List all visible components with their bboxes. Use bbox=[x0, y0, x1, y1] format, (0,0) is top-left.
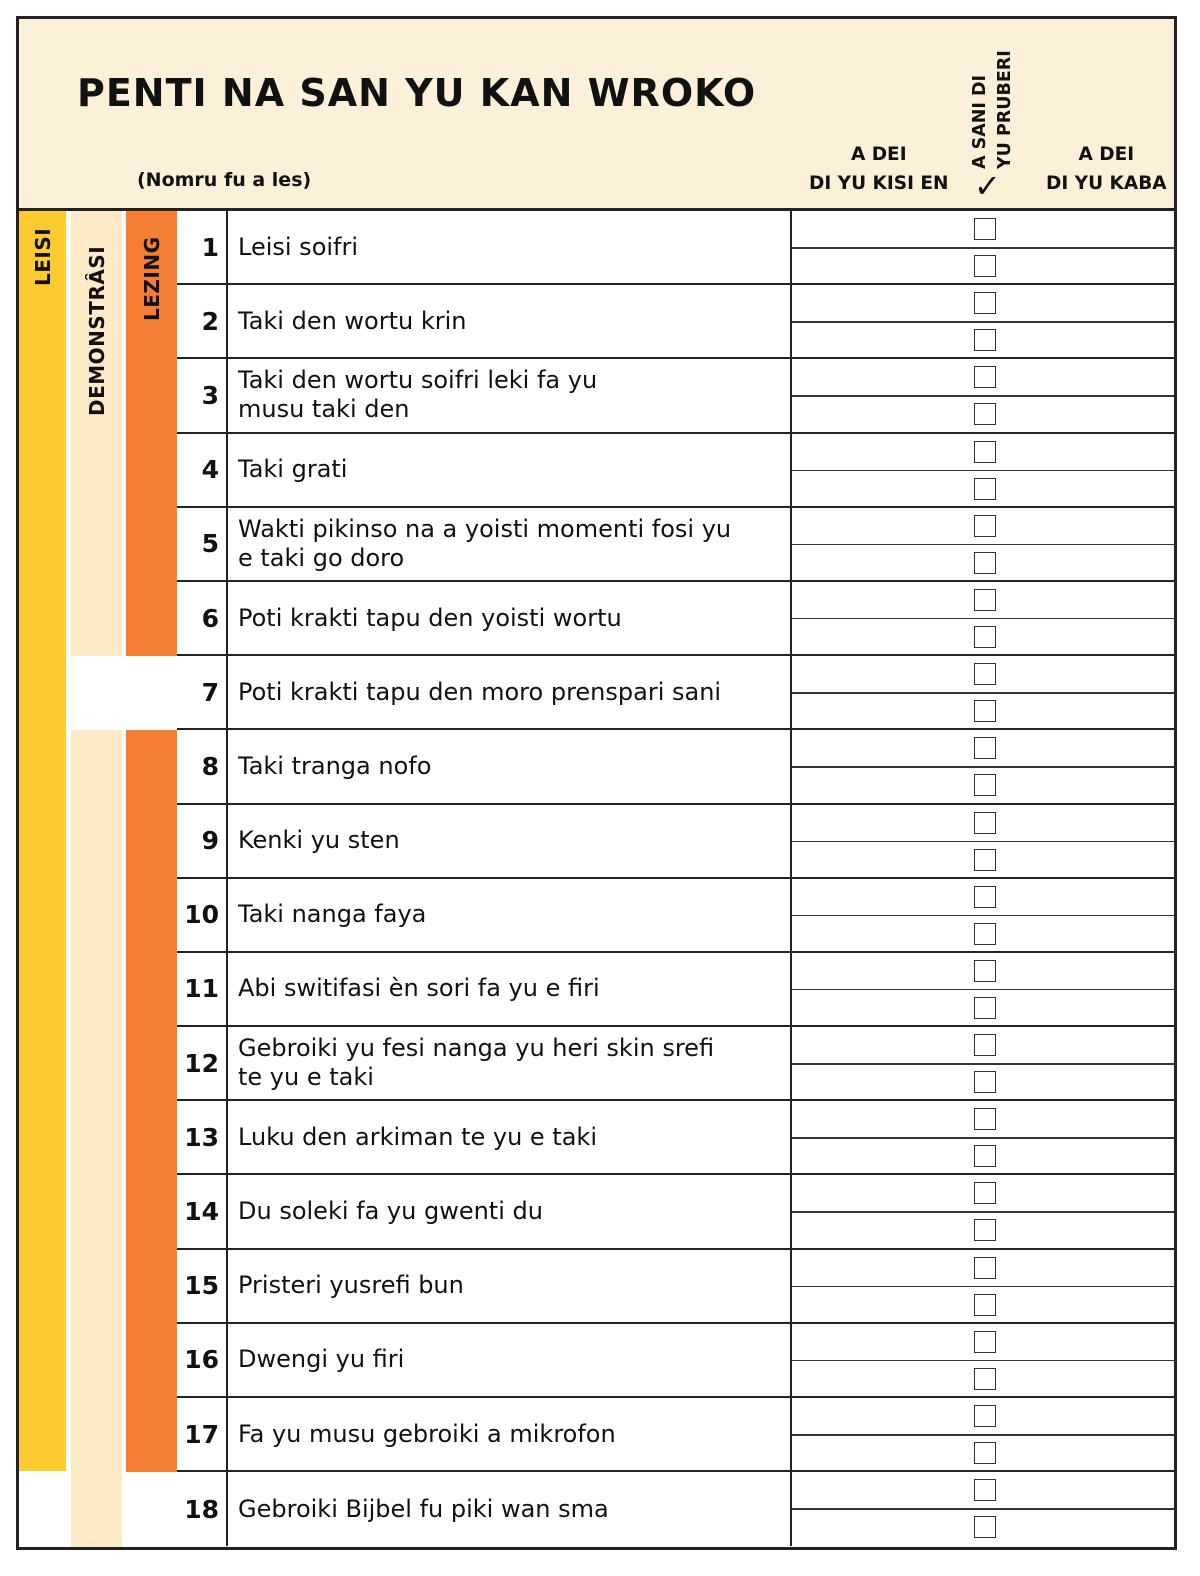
lesson-title-line: Taki den wortu soifri leki fa yu bbox=[238, 366, 598, 395]
divider bbox=[226, 730, 228, 802]
date-completed-header: A DEI DI YU KABA bbox=[1046, 144, 1167, 194]
date-entry-divider bbox=[792, 247, 1177, 249]
lesson-title-line: Pristeri yusrefi bun bbox=[238, 1271, 464, 1300]
divider bbox=[226, 1101, 228, 1173]
lesson-number: 3 bbox=[201, 380, 219, 410]
lesson-title bbox=[238, 1472, 788, 1546]
lesson-title-line: musu taki den bbox=[238, 395, 410, 424]
divider bbox=[226, 953, 228, 1025]
practiced-checkbox[interactable] bbox=[974, 812, 996, 834]
practiced-checkbox[interactable] bbox=[974, 292, 996, 314]
date-entry-divider bbox=[792, 915, 1177, 917]
lesson-number: 9 bbox=[201, 826, 219, 856]
lesson-title-line: Dwengi yu firi bbox=[238, 1345, 405, 1374]
date-entry-divider bbox=[792, 841, 1177, 843]
lesson-row bbox=[177, 1027, 1177, 1101]
date-entry-divider bbox=[792, 544, 1177, 546]
divider bbox=[226, 508, 228, 580]
lesson-row bbox=[177, 1472, 1177, 1546]
lesson-row bbox=[177, 656, 1177, 730]
lesson-number: 10 bbox=[184, 900, 219, 930]
date-entry-divider bbox=[792, 1434, 1177, 1436]
lecture-label: LEZING bbox=[140, 236, 164, 321]
divider bbox=[226, 285, 228, 357]
lesson-number: 2 bbox=[201, 306, 219, 336]
lesson-title-line: Taki grati bbox=[238, 455, 348, 484]
practiced-checkbox[interactable] bbox=[974, 589, 996, 611]
lesson-title-line: Taki den wortu krin bbox=[238, 306, 467, 335]
lesson-title bbox=[238, 1101, 788, 1173]
lesson-title bbox=[238, 211, 788, 283]
lesson-row bbox=[177, 953, 1177, 1027]
divider bbox=[226, 359, 228, 431]
lesson-title bbox=[238, 1324, 788, 1396]
practiced-header: A SANI DI YU PRUBERI bbox=[970, 50, 1015, 169]
demonstration-band-top bbox=[71, 211, 122, 656]
divider bbox=[226, 211, 228, 283]
date-entry-divider bbox=[792, 1063, 1177, 1065]
lesson-row bbox=[177, 285, 1177, 359]
lesson-title-line: Leisi soifri bbox=[238, 232, 359, 261]
lesson-number: 6 bbox=[201, 603, 219, 633]
reading-band bbox=[19, 211, 66, 1471]
lesson-number: 17 bbox=[184, 1419, 219, 1449]
date-entry-divider bbox=[792, 1286, 1177, 1288]
lecture-band-bottom bbox=[126, 730, 177, 1472]
lesson-row bbox=[177, 1101, 1177, 1175]
demonstration-label: DEMONSTRÂSI bbox=[85, 245, 109, 416]
lesson-title bbox=[238, 656, 788, 728]
divider bbox=[226, 582, 228, 654]
lesson-title-line: Wakti pikinso na a yoisti momenti fosi yu bbox=[238, 514, 732, 543]
date-entry-divider bbox=[792, 470, 1177, 472]
practiced-checkbox[interactable] bbox=[974, 403, 996, 425]
lesson-number: 4 bbox=[201, 455, 219, 485]
divider bbox=[226, 1027, 228, 1099]
divider bbox=[226, 1398, 228, 1470]
chart-title: PENTI NA SAN YU KAN WROKO bbox=[77, 71, 757, 115]
divider bbox=[226, 1175, 228, 1247]
lesson-number: 12 bbox=[184, 1048, 219, 1078]
lesson-title-line: Fa yu musu gebroiki a mikrofon bbox=[238, 1419, 616, 1448]
lesson-title bbox=[238, 1250, 788, 1322]
lesson-title-line: te yu e taki bbox=[238, 1063, 374, 1092]
date-assigned-header: A DEI DI YU KISI EN bbox=[809, 144, 949, 194]
practiced-checkbox[interactable] bbox=[974, 1108, 996, 1130]
divider bbox=[226, 1250, 228, 1322]
date-entry-divider bbox=[792, 692, 1177, 694]
practiced-checkbox[interactable] bbox=[974, 849, 996, 871]
practiced-checkbox[interactable] bbox=[974, 329, 996, 351]
lesson-title-line: Kenki yu sten bbox=[238, 826, 400, 855]
checkmark-icon: ✓ bbox=[974, 167, 1001, 205]
lesson-title-line: Du soleki fa yu gwenti du bbox=[238, 1197, 543, 1226]
lesson-number: 15 bbox=[184, 1271, 219, 1301]
lesson-title bbox=[238, 285, 788, 357]
lesson-row bbox=[177, 879, 1177, 953]
practiced-checkbox[interactable] bbox=[974, 366, 996, 388]
lesson-title bbox=[238, 1175, 788, 1247]
lesson-title-line: Poti krakti tapu den moro prenspari sani bbox=[238, 677, 722, 706]
lesson-number: 7 bbox=[201, 677, 219, 707]
lesson-number: 16 bbox=[184, 1345, 219, 1375]
date-entry-divider bbox=[792, 1360, 1177, 1362]
lesson-number: 18 bbox=[184, 1494, 219, 1524]
lesson-title-line: e taki go doro bbox=[238, 543, 405, 572]
chart-header bbox=[19, 19, 1174, 211]
practiced-checkbox[interactable] bbox=[974, 923, 996, 945]
lesson-title bbox=[238, 805, 788, 877]
practiced-checkbox[interactable] bbox=[974, 1368, 996, 1390]
demonstration-band-bottom bbox=[71, 730, 122, 1550]
lesson-title bbox=[238, 508, 788, 580]
lesson-title bbox=[238, 953, 788, 1025]
lesson-row bbox=[177, 1175, 1177, 1249]
date-entry-divider bbox=[792, 1508, 1177, 1510]
practiced-checkbox[interactable] bbox=[974, 886, 996, 908]
divider bbox=[226, 434, 228, 506]
divider bbox=[226, 656, 228, 728]
practiced-checkbox[interactable] bbox=[974, 441, 996, 463]
practiced-checkbox[interactable] bbox=[974, 960, 996, 982]
lesson-title-line: Gebroiki Bijbel fu piki wan sma bbox=[238, 1494, 609, 1523]
lesson-row bbox=[177, 508, 1177, 582]
lesson-number: 13 bbox=[184, 1122, 219, 1152]
practiced-checkbox[interactable] bbox=[974, 1331, 996, 1353]
date-entry-divider bbox=[792, 321, 1177, 323]
lesson-row bbox=[177, 211, 1177, 285]
lesson-row bbox=[177, 359, 1177, 433]
lesson-row bbox=[177, 434, 1177, 508]
reading-label: LEISI bbox=[31, 227, 55, 286]
practiced-checkbox[interactable] bbox=[974, 1071, 996, 1093]
practiced-checkbox[interactable] bbox=[974, 478, 996, 500]
practiced-checkbox[interactable] bbox=[974, 1219, 996, 1241]
lesson-title bbox=[238, 879, 788, 951]
practiced-checkbox[interactable] bbox=[974, 997, 996, 1019]
lesson-title-line: Abi switifasi èn sori fa yu e firi bbox=[238, 974, 600, 1003]
lesson-number: 14 bbox=[184, 1197, 219, 1227]
practiced-checkbox[interactable] bbox=[974, 774, 996, 796]
practiced-checkbox[interactable] bbox=[974, 1182, 996, 1204]
lesson-row bbox=[177, 1250, 1177, 1324]
practiced-checkbox[interactable] bbox=[974, 1479, 996, 1501]
lesson-title-line: Gebroiki yu fesi nanga yu heri skin srefi bbox=[238, 1034, 715, 1063]
lesson-number: 5 bbox=[201, 529, 219, 559]
practiced-checkbox[interactable] bbox=[974, 663, 996, 685]
practiced-checkbox[interactable] bbox=[974, 1294, 996, 1316]
divider bbox=[226, 879, 228, 951]
lesson-row bbox=[177, 805, 1177, 879]
lesson-number: 11 bbox=[184, 974, 219, 1004]
practiced-checkbox[interactable] bbox=[974, 552, 996, 574]
lesson-title bbox=[238, 730, 788, 802]
practiced-checkbox[interactable] bbox=[974, 626, 996, 648]
lesson-row bbox=[177, 1324, 1177, 1398]
lesson-progress-chart bbox=[16, 16, 1177, 1550]
practiced-checkbox[interactable] bbox=[974, 1145, 996, 1167]
practiced-checkbox[interactable] bbox=[974, 1034, 996, 1056]
chart-subtitle: (Nomru fu a les) bbox=[137, 169, 312, 191]
practiced-checkbox[interactable] bbox=[974, 1516, 996, 1538]
practiced-checkbox[interactable] bbox=[974, 218, 996, 240]
practiced-checkbox[interactable] bbox=[974, 1405, 996, 1427]
lesson-number: 8 bbox=[201, 751, 219, 781]
lesson-title-line: Luku den arkiman te yu e taki bbox=[238, 1122, 597, 1151]
practiced-checkbox[interactable] bbox=[974, 255, 996, 277]
lecture-band-top bbox=[126, 211, 177, 656]
date-entry-divider bbox=[792, 766, 1177, 768]
lesson-title bbox=[238, 1027, 788, 1099]
lesson-number: 1 bbox=[201, 232, 219, 262]
lesson-table bbox=[177, 211, 1177, 1546]
lesson-title bbox=[238, 582, 788, 654]
date-entry-divider bbox=[792, 1137, 1177, 1139]
divider bbox=[226, 805, 228, 877]
practiced-checkbox[interactable] bbox=[974, 515, 996, 537]
practiced-checkbox[interactable] bbox=[974, 737, 996, 759]
lesson-title-line: Poti krakti tapu den yoisti wortu bbox=[238, 603, 622, 632]
practiced-checkbox[interactable] bbox=[974, 700, 996, 722]
lesson-row bbox=[177, 582, 1177, 656]
practiced-checkbox[interactable] bbox=[974, 1257, 996, 1279]
practiced-checkbox[interactable] bbox=[974, 1442, 996, 1464]
date-entry-divider bbox=[792, 395, 1177, 397]
divider bbox=[226, 1472, 228, 1546]
lesson-title bbox=[238, 1398, 788, 1470]
lesson-title bbox=[238, 434, 788, 506]
lesson-title bbox=[238, 359, 788, 431]
lesson-title-line: Taki nanga faya bbox=[238, 900, 427, 929]
lesson-row bbox=[177, 1398, 1177, 1472]
divider bbox=[226, 1324, 228, 1396]
lesson-row bbox=[177, 730, 1177, 804]
date-entry-divider bbox=[792, 989, 1177, 991]
date-entry-divider bbox=[792, 1211, 1177, 1213]
lesson-title-line: Taki tranga nofo bbox=[238, 751, 432, 780]
date-entry-divider bbox=[792, 618, 1177, 620]
